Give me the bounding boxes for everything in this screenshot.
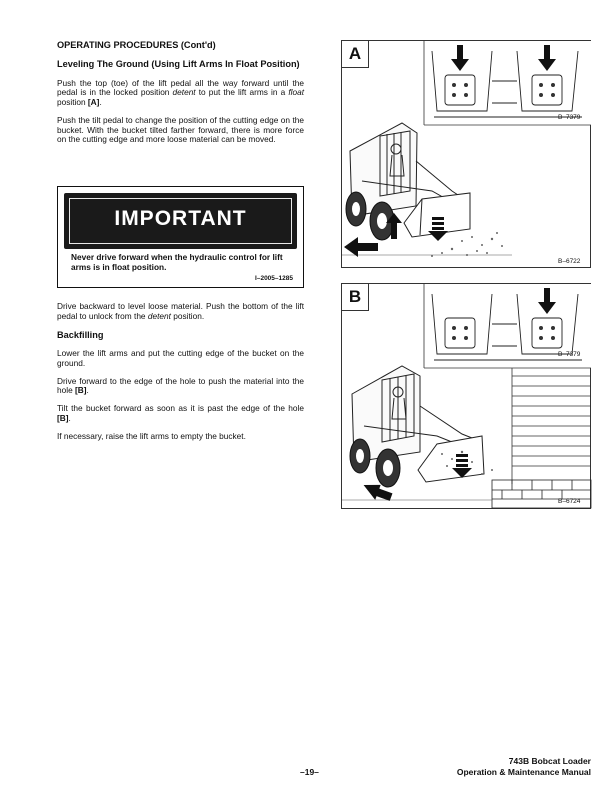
model-name: 743B Bobcat Loader: [508, 756, 591, 766]
paragraph-tilt-pedal: Push the tilt pedal to change the position of the cutting edge on the bucket. With the bucket tilted farther forward, there is more force on the cutting edge and more loose material can be moved.: [57, 114, 304, 145]
figure-b-inset-code: B–7379: [558, 351, 581, 358]
figure-a: [341, 40, 591, 268]
reverse-arrow-icon: [344, 237, 378, 257]
figure-a-code: B–6722: [558, 258, 581, 265]
important-title: IMPORTANT: [114, 207, 247, 230]
manual-title: [457, 756, 591, 777]
important-notice: [57, 186, 304, 288]
paragraph-drive-backward: Drive backward to level loose material. Push the bottom of the lift pedal to unlock from the detent position.: [57, 301, 304, 321]
figure-b-label: B: [342, 284, 369, 311]
section-title: OPERATING PROCEDURES (Cont'd): [57, 40, 216, 50]
subheading-leveling: Leveling The Ground (Using Lift Arms In Float Position): [57, 59, 300, 69]
important-message: Never drive forward when the hydraulic control for lift arms is in float position.: [71, 252, 283, 272]
figure-b-code: B–6724: [558, 498, 581, 505]
manual-name: Operation & Maintenance Manual: [456, 766, 591, 777]
figure-b: [341, 283, 591, 509]
figure-b-illustration: [342, 284, 592, 510]
paragraph-raise-arms: If necessary, raise the lift arms to empty the bucket.: [57, 430, 246, 441]
important-code: I–2005–1285: [255, 275, 293, 282]
important-banner: [64, 193, 297, 249]
left-column-top: [57, 40, 304, 153]
paragraph-tilt-bucket: Tilt the bucket forward as soon as it is past the edge of the hole [B].: [57, 403, 304, 424]
paragraph-lower-arms: Lower the lift arms and put the cutting edge of the bucket on the ground.: [57, 348, 304, 368]
figure-a-inset-code: B–7379: [558, 114, 581, 121]
paragraph-lift-pedal: Push the top (toe) of the lift pedal all the way forward until the pedal is in the locked position detent to put the lift arms in a float position [A].: [57, 77, 305, 108]
figure-a-label: A: [342, 41, 369, 68]
left-column-bottom: [57, 302, 304, 450]
figure-a-illustration: [342, 41, 592, 269]
subheading-backfilling: Backfilling: [57, 329, 104, 340]
paragraph-drive-forward: Drive forward to the edge of the hole to push the material into the hole [B].: [57, 375, 304, 396]
page-number: –19–: [300, 767, 319, 777]
